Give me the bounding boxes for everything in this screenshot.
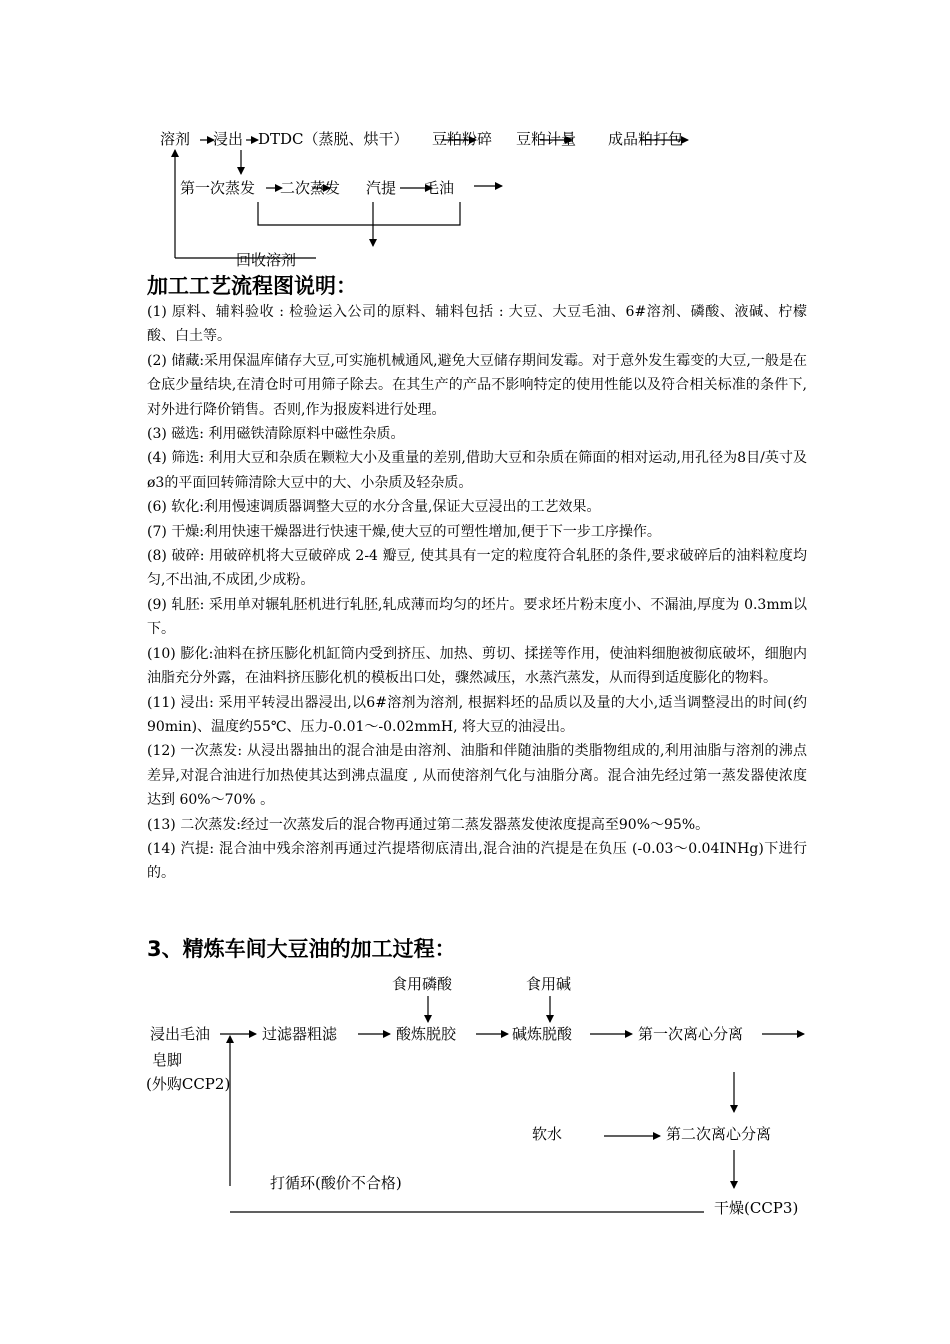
- flow1-recover: 回收溶剂: [236, 251, 297, 269]
- paragraph: (13) 二次蒸发:经过一次蒸发后的混合物再通过第二蒸发器蒸发使浓度提高至90%～95%。: [147, 816, 710, 833]
- flow2-purchased: (外购CCP2): [146, 1075, 231, 1093]
- paragraph: (7) 干燥:利用快速干燥器进行快速干燥,使大豆的可塑性增加,便于下一步工序操作。: [147, 523, 661, 540]
- flow2-degum: 酸炼脱胶: [396, 1025, 457, 1043]
- flow2-filter: 过滤器粗滤: [262, 1025, 338, 1043]
- flow1-meal-weigh: 豆粕计量: [516, 130, 577, 148]
- paragraph: (10) 膨化:油料在挤压膨化机缸筒内受到挤压、加热、剪切、揉搓等作用，使油料细胞被彻底破坏，细胞内油脂充分外露，在油料挤压膨化机的模板出口处，骤然减压，水蒸汽蒸发，从而得到适度膨化的物料。: [147, 645, 807, 687]
- flow1-leach: 浸出: [213, 130, 244, 148]
- paragraph: (4) 筛选: 利用大豆和杂质在颗粒大小及重量的差别,借助大豆和杂质在筛面的相对运动,用孔径为8目/英寸及ø3的平面回转筛清除大豆中的大、小杂质及轻杂质。: [147, 450, 807, 491]
- flow1-pack: 成品粕打包: [608, 130, 684, 148]
- flow1-evap1: 第一次蒸发: [180, 179, 256, 197]
- paragraph: (14) 汽提: 混合油中残余溶剂再通过汽提塔彻底清出,混合油的汽提是在负压 (-0.03～0.04INHg)下进行的。: [147, 840, 807, 882]
- flow1-dtdc: DTDC（蒸脱、烘干）: [258, 130, 409, 148]
- paragraph: (12) 一次蒸发: 从浸出器抽出的混合油是由溶剂、油脂和伴随油脂的类脂物组成的,利用油脂与溶剂的沸点差异,对混合油进行加热使其达到沸点温度 , 从而使溶剂气化与油脂分离。混合油先经过第一蒸发器使浓度达到 60%～70% 。: [147, 743, 807, 809]
- paragraph: (1) 原料、辅料验收 : 检验运入公司的原料、辅料包括 : 大豆、大豆毛油、6#溶剂、磷酸、液碱、柠檬酸、白土等。: [147, 304, 807, 345]
- description-body: [147, 300, 807, 886]
- paragraph: (6) 软化:利用慢速调质器调整大豆的水分含量,保证大豆浸出的工艺效果。: [147, 499, 601, 516]
- section1-title: 加工工艺流程图说明：: [147, 274, 357, 298]
- flow2-dry: 干燥(CCP3): [714, 1199, 799, 1217]
- paragraph: (11) 浸出: 采用平转浸出器浸出,以6#溶剂为溶剂, 根据料坯的品质以及量的大小,适当调整浸出的时间(约90min)、温度约55℃、压力-0.01～-0.02mmH, 将大豆的油浸出。: [147, 694, 807, 735]
- flow2-phosphoric: 食用磷酸: [392, 975, 453, 993]
- flow1-crude: 毛油: [424, 179, 455, 197]
- flow1-strip: 汽提: [366, 179, 397, 197]
- flow2-soap: 皂脚: [152, 1051, 183, 1069]
- flow2-deacid: 碱炼脱酸: [512, 1025, 573, 1043]
- flow2-alkali: 食用碱: [526, 975, 572, 993]
- flow1-evap2: 二次蒸发: [280, 179, 341, 197]
- flow2-soft-water: 软水: [532, 1125, 563, 1143]
- flow1-meal-crush: 豆粕粉碎: [432, 130, 493, 148]
- flow2-loop: 打循环(酸价不合格): [270, 1174, 402, 1192]
- flow2-crude-oil: 浸出毛油: [150, 1025, 211, 1043]
- paragraph: (2) 储藏:采用保温库储存大豆,可实施机械通风,避免大豆储存期间发霉。对于意外发生霉变的大豆,一般是在仓底少量结块,在清仓时可用筛子除去。在其生产的产品不影响特定的使用性能以及符合相关标准的条件下,对外进行降价销售。否则,作为报废料进行处理。: [147, 352, 807, 418]
- flow2-cent2: 第二次离心分离: [666, 1125, 772, 1143]
- section2-title: 3、精炼车间大豆油的加工过程：: [147, 937, 456, 961]
- collector-bracket: [258, 202, 460, 225]
- flow1-solvent: 溶剂: [160, 130, 191, 148]
- paragraph: (3) 磁选: 利用磁铁清除原料中磁性杂质。: [147, 426, 405, 443]
- paragraph: (8) 破碎: 用破碎机将大豆破碎成 2-4 瓣豆, 使其具有一定的粒度符合轧胚的条件,要求破碎后的油料粒度均匀,不出油,不成团,少成粉。: [147, 548, 807, 589]
- paragraph: (9) 轧胚: 采用单对辗轧胚机进行轧胚,轧成薄而均匀的坯片。要求坯片粉末度小、不漏油,厚度为 0.3mm以下。: [147, 596, 807, 638]
- flow2-cent1: 第一次离心分离: [638, 1025, 744, 1043]
